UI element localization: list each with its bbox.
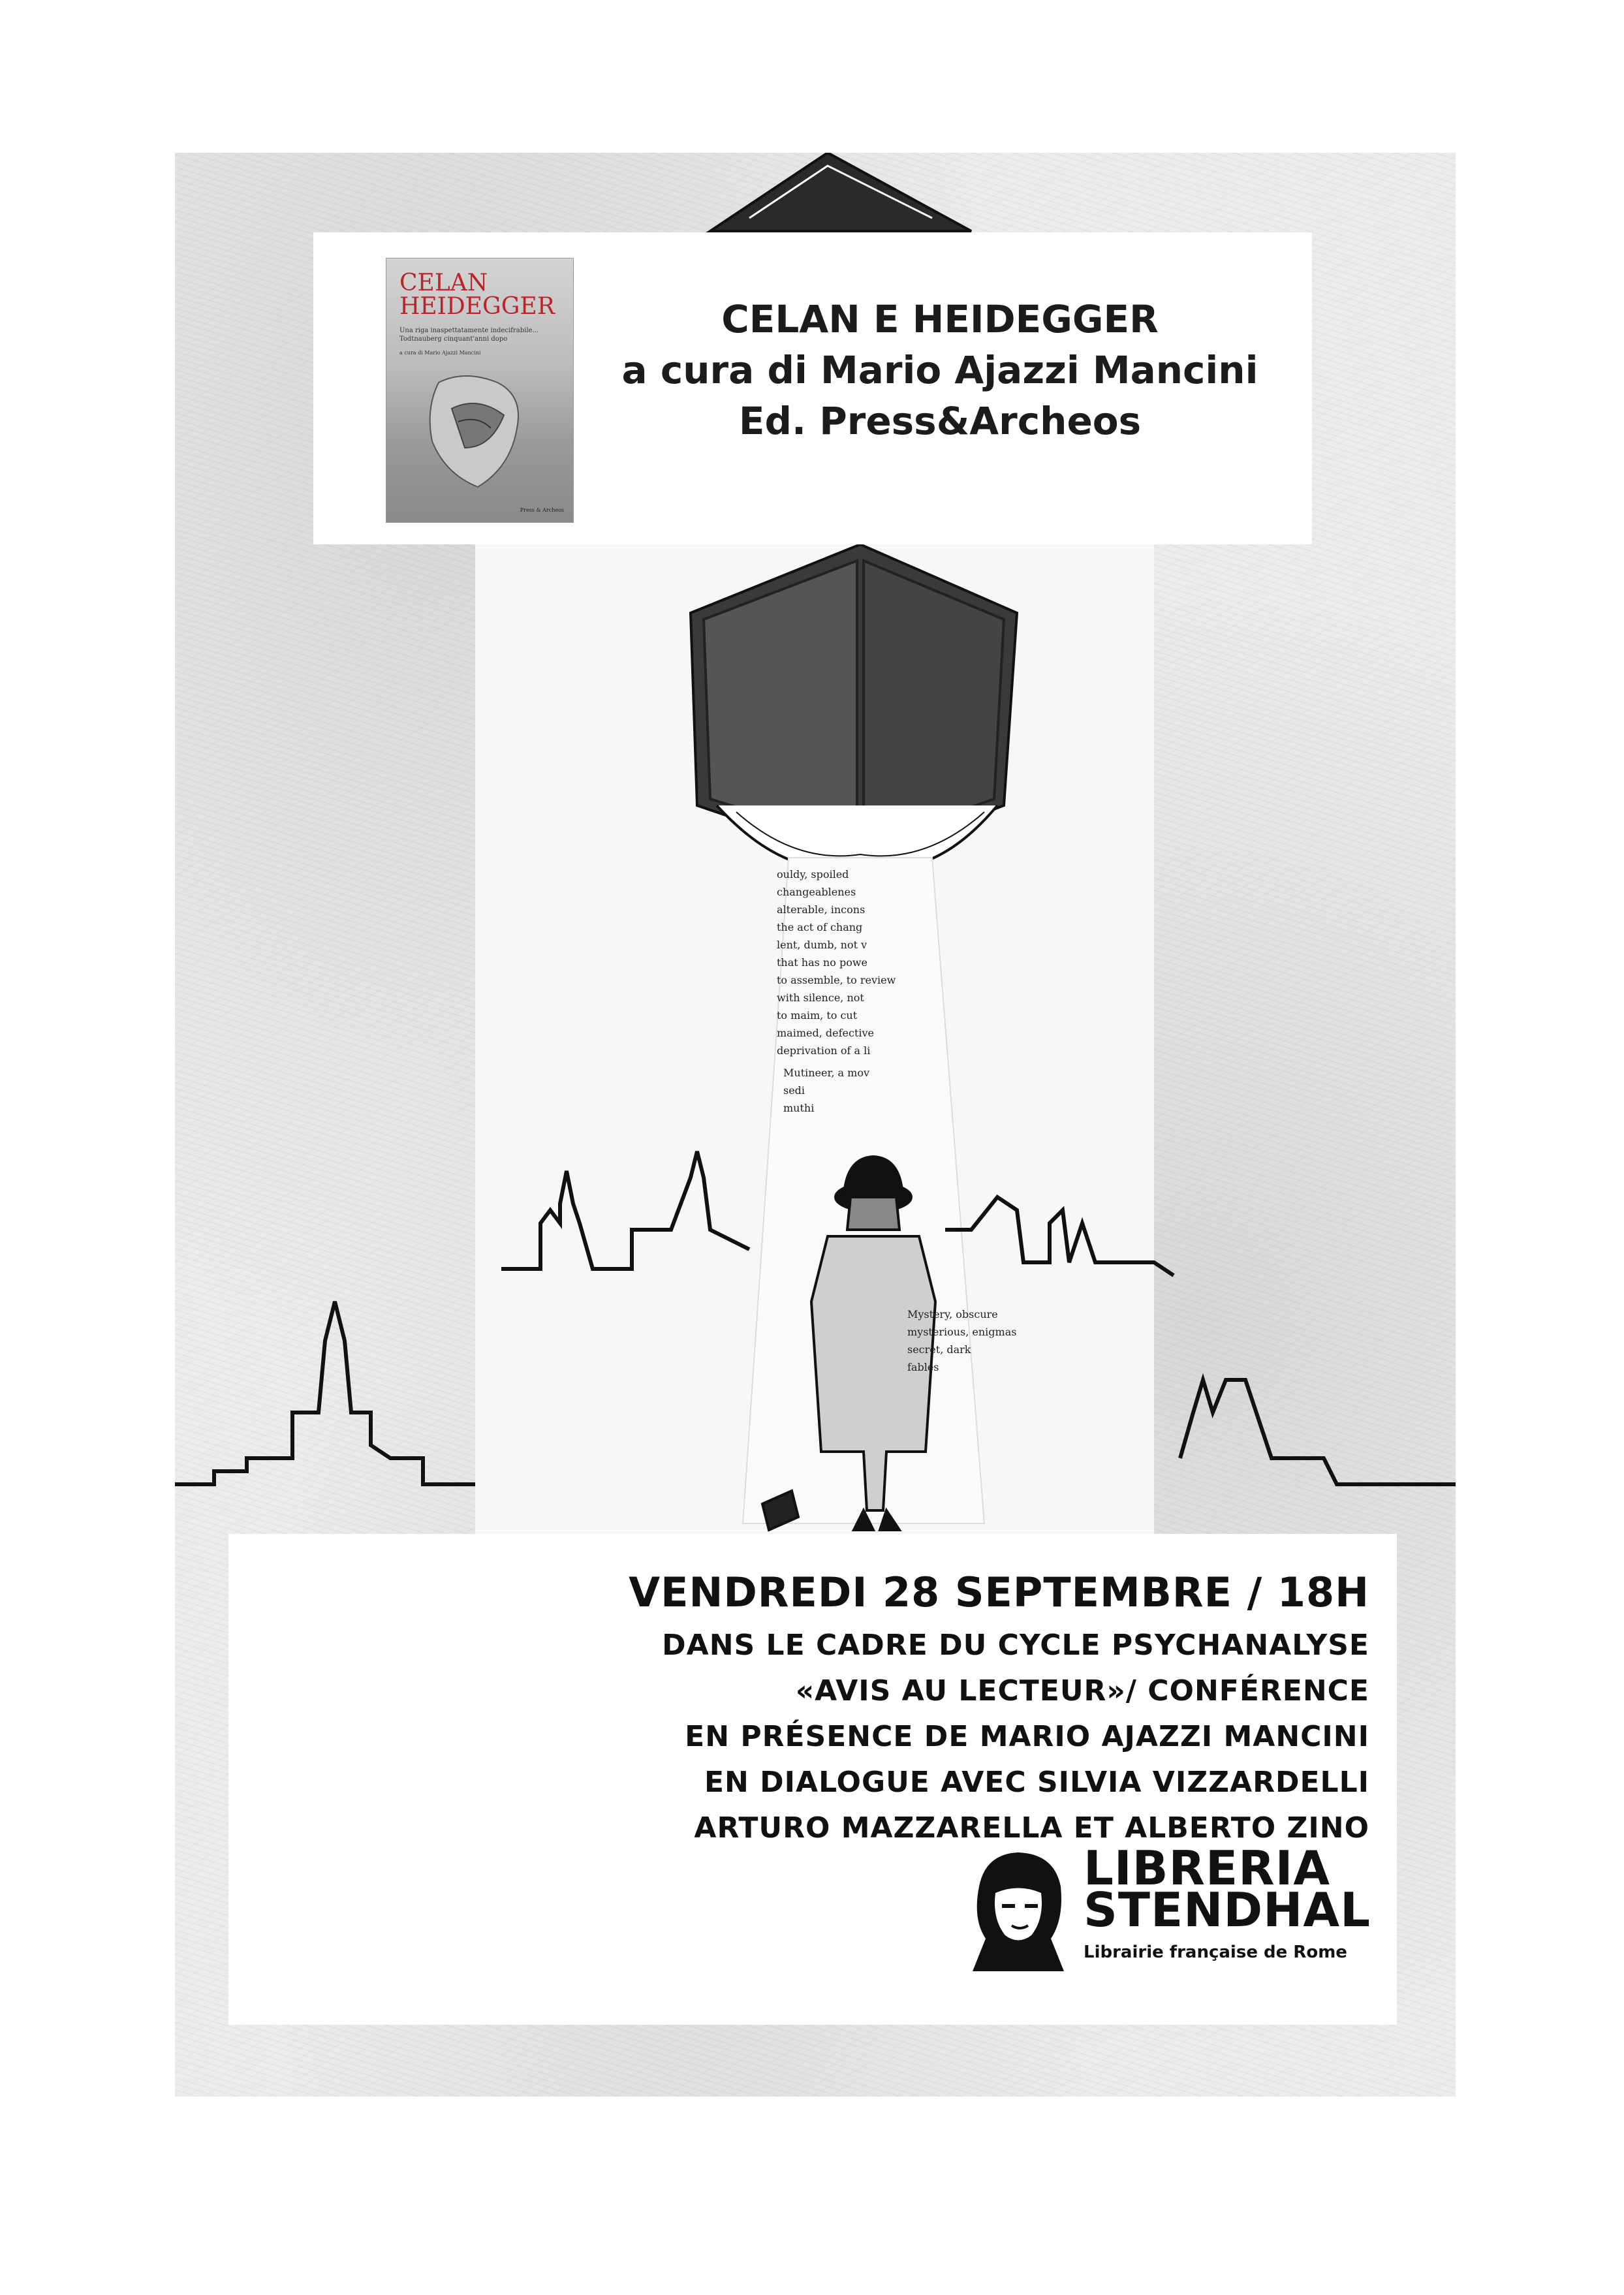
dictionary-line: mysterious, enigmas (907, 1326, 1017, 1338)
book-editor: a cura di Mario Ajazzi Mancini (621, 348, 1258, 392)
event-line-guests: ARTURO MAZZARELLA ET ALBERTO ZINO (694, 1811, 1369, 1845)
logo-tagline: Librairie française de Rome (1084, 1943, 1347, 1962)
libreria-stendhal-logo (966, 1841, 1371, 1971)
event-line-presence: EN PRÉSENCE DE MARIO AJAZZI MANCINI (685, 1720, 1369, 1753)
book-cover-image (386, 258, 573, 522)
dictionary-line: fables (907, 1361, 939, 1373)
dictionary-line: sedi (783, 1084, 805, 1097)
event-date-time: VENDREDI 28 SEPTEMBRE / 18H (629, 1569, 1369, 1616)
dictionary-line: secret, dark (907, 1343, 971, 1356)
logo-name-line1: LIBRERIA (1084, 1841, 1331, 1896)
dictionary-line: Mystery, obscure (907, 1308, 998, 1320)
stendhal-portrait-icon (966, 1847, 1070, 1971)
dictionary-line: lent, dumb, not v (777, 939, 867, 951)
book-cover-editor: a cura di Mario Ajazzi Mancini (399, 350, 481, 356)
dictionary-line: changeablenes (777, 886, 856, 898)
dictionary-line: deprivation of a li (777, 1044, 871, 1057)
book-cover-publisher: Press & Archeos (520, 507, 564, 513)
event-line-dialogue: EN DIALOGUE AVEC SILVIA VIZZARDELLI (704, 1766, 1369, 1799)
book-publisher: Ed. Press&Archeos (738, 399, 1142, 443)
event-details (629, 1563, 1369, 1851)
dictionary-line: Mutineer, a mov (783, 1067, 870, 1079)
flying-book (691, 544, 1017, 868)
dictionary-line: to maim, to cut (777, 1009, 858, 1022)
dictionary-line: alterable, incons (777, 903, 866, 916)
dictionary-text-column-lower (907, 1305, 1025, 1376)
dictionary-line: the act of chang (777, 921, 863, 933)
book-cover-subtitle: Una riga inaspettatamente indecifrabile... Todtnauberg cinquant'anni dopo (399, 327, 539, 343)
dictionary-text-column-mid (783, 1064, 888, 1117)
logo-name-line2: STENDHAL (1084, 1882, 1371, 1937)
book-cover-title-line2: HEIDEGGER (399, 293, 555, 320)
book-cover-hands-drawing (413, 369, 543, 493)
dictionary-line: ouldy, spoiled (777, 868, 849, 881)
title-block (587, 294, 1292, 446)
top-book-fragment (710, 153, 971, 231)
dictionary-text-column (777, 866, 920, 1061)
logo-name (1084, 1841, 1371, 1937)
dictionary-line: muthi (783, 1102, 815, 1114)
event-line-series: «AVIS AU LECTEUR»/ CONFÉRENCE (795, 1674, 1369, 1708)
event-line-cycle: DANS LE CADRE DU CYCLE PSYCHANALYSE (662, 1629, 1369, 1662)
dictionary-line: to assemble, to review (777, 974, 896, 986)
dictionary-line: maimed, defective (777, 1027, 874, 1039)
book-cover-title-line1: CELAN (399, 270, 488, 296)
book-cover-title (399, 272, 555, 319)
book-title: CELAN E HEIDEGGER (721, 297, 1159, 341)
dictionary-line: that has no powe (777, 956, 867, 969)
dictionary-line: with silence, not (777, 991, 864, 1004)
